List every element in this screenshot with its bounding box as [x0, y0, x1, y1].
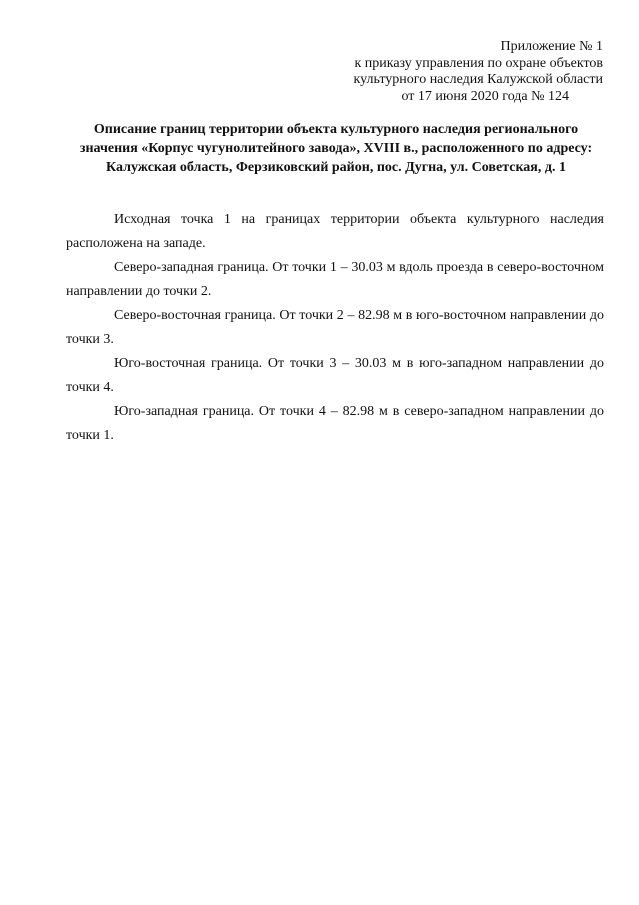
appendix-order-reference: к приказу управления по охране объектов	[354, 55, 603, 71]
paragraph-start-point: Исходная точка 1 на границах территории объекта культурного наследия расположена на западе.	[66, 212, 604, 251]
appendix-header	[273, 39, 603, 105]
appendix-number: Приложение № 1	[500, 39, 603, 54]
document-body	[66, 208, 604, 448]
title-line-3: Калужская область, Ферзиковский район, пос. Дугна, ул. Советская, д. 1	[106, 160, 566, 175]
paragraph-southeast-border: Юго-восточная граница. От точки 3 – 30.03 м в юго-западном направлении до точки 4.	[66, 356, 604, 395]
appendix-authority: культурного наследия Калужской области	[353, 72, 603, 87]
title-line-2: значения «Корпус чугунолитейного завода», XVIII в., расположенного по адресу:	[79, 141, 593, 156]
paragraph-southwest-border: Юго-западная граница. От точки 4 – 82.98 м в северо-западном направлении до точки 1.	[66, 404, 604, 443]
title-line-1: Описание границ территории объекта культурного наследия регионального	[93, 122, 579, 137]
appendix-date: от 17 июня 2020 года № 124	[401, 88, 569, 104]
paragraph-northwest-border: Северо-западная граница. От точки 1 – 30.03 м вдоль проезда в северо-восточном направлении до точки 2.	[66, 260, 604, 299]
paragraph-northeast-border: Северо-восточная граница. От точки 2 – 82.98 м в юго-восточном направлении до точки 3.	[66, 308, 604, 347]
document-title	[66, 120, 606, 177]
